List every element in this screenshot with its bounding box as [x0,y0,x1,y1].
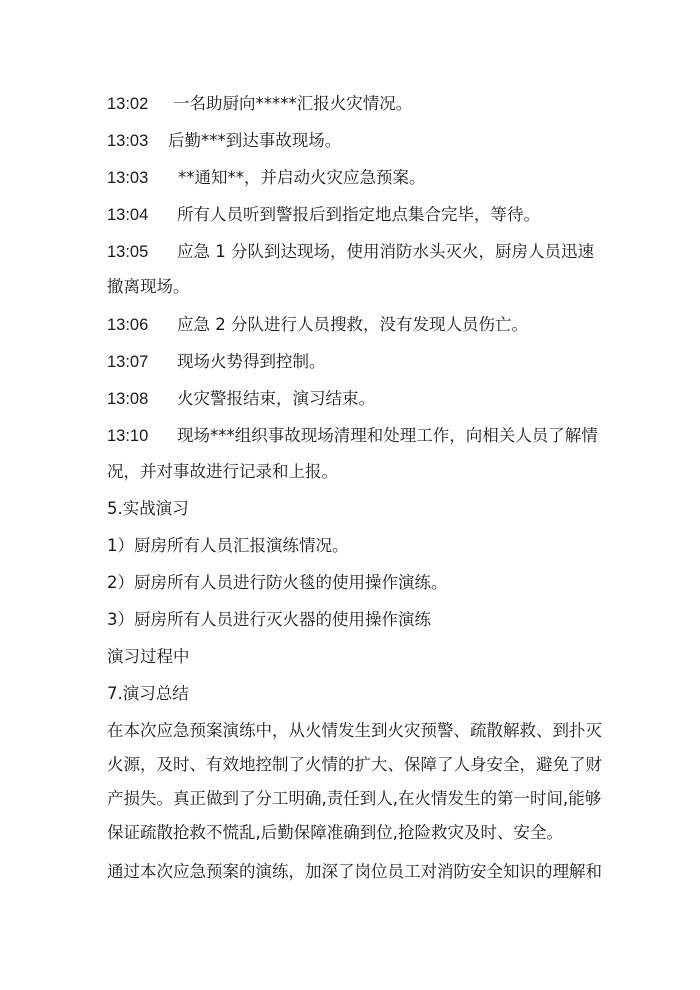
timeline-time: 13:08 [107,390,149,408]
timeline-continuation: 撤离现场。 [107,277,190,296]
timeline-entry [107,168,426,188]
section-heading: 7.演习总结 [107,684,189,703]
timeline-time: 13:06 [107,316,149,334]
timeline-time: 13:03 [107,132,149,150]
section-note: 演习过程中 [107,647,190,666]
timeline-entry [107,352,326,372]
list-item: 1）厨房所有人员汇报演练情况。 [107,536,349,555]
timeline-text: 一名助厨向*****汇报火灾情况。 [173,94,413,113]
timeline-entry [107,315,528,335]
timeline-entry [107,205,540,225]
timeline-continuation: 况，并对事故进行记录和上报。 [107,462,338,481]
paragraph-line: 通过本次应急预案的演练，加深了岗位员工对消防安全知识的理解和 [107,862,602,881]
list-item: 3）厨房所有人员进行灭火器的使用操作演练 [107,610,431,629]
timeline-text: 所有人员听到警报后到指定地点集合完毕，等待。 [177,205,540,224]
paragraph-line: 保证疏散抢救不慌乱,后勤保障准确到位,抢险救灾及时、安全。 [107,823,563,842]
timeline-time: 13:04 [107,206,149,224]
timeline-time: 13:02 [107,95,149,113]
timeline-entry [107,389,375,409]
timeline-text: 应急 2 分队进行人员搜救，没有发现人员伤亡。 [177,315,528,334]
timeline-text: 现场***组织事故现场清理和处理工作，向相关人员了解情 [177,426,598,445]
timeline-text: 后勤***到达事故现场。 [168,131,342,150]
paragraph-line: 产损失。真正做到了分工明确,责任到人,在火情发生的第一时间,能够 [107,789,602,808]
timeline-entry [107,242,594,262]
timeline-text: 火灾警报结束，演习结束。 [177,389,375,408]
timeline-entry [107,131,341,151]
list-item: 2）厨房所有人员进行防火毯的使用操作演练。 [107,573,448,592]
summary-paragraph [107,862,602,882]
timeline-entry [107,94,412,114]
timeline-time: 13:10 [107,427,149,445]
paragraph-line: 火源，及时、有效地控制了火情的扩大、保障了人身安全，避免了财 [107,755,602,774]
timeline-text: **通知**，并启动火灾应急预案。 [178,168,426,187]
summary-paragraph [107,721,602,843]
timeline-entry [107,426,598,446]
timeline-time: 13:07 [107,353,149,371]
timeline-text: 应急 1 分队到达现场，使用消防水头灭火，厨房人员迅速 [177,242,594,261]
timeline-text: 现场火势得到控制。 [177,352,326,371]
section-heading: 5.实战演习 [107,499,189,518]
timeline-time: 13:05 [107,243,149,261]
timeline-time: 13:03 [107,169,149,187]
paragraph-line: 在本次应急预案演练中，从火情发生到火灾预警、疏散解救、到扑灭 [107,721,602,740]
